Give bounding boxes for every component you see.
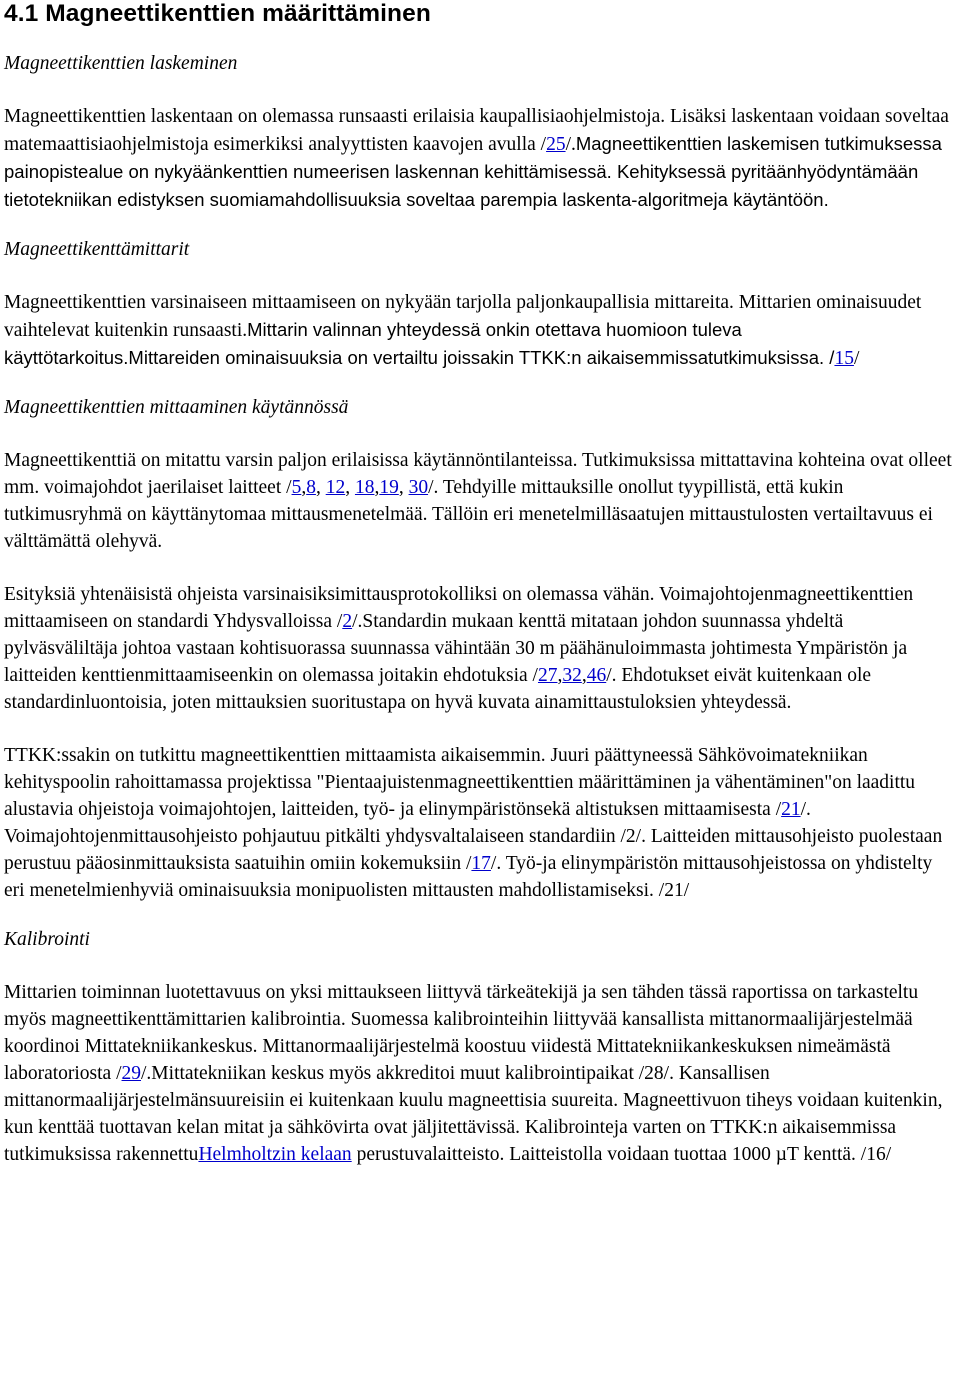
text-fragment: Magneettikenttien laskentaan on olemassa runsaasti erilaisia kaupallisiaohjelmistoja. Lisäksi laskentaan voidaan soveltaa matemaattisiaohjelmistoja esimerkiksi analyyttisten kaavojen avulla /: [4, 106, 949, 155]
reference-link[interactable]: 19: [379, 477, 399, 498]
text-fragment: Esityksiä yhtenäisistä ohjeista varsinaisiksimittausprotokolliksi on olemassa vähän. Voimajohtojenmagneettikenttien mittaamiseen on standardi Yhdysvalloissa /: [4, 584, 914, 632]
text-fragment: ,: [315, 477, 326, 498]
text-fragment: /. Ehdotukset eivät kuitenkaan ole standardinluontoisia, joten mittauksien suoritustapa on hyvä kuvata ainamittaustuloksien yhteydessä.: [4, 665, 872, 713]
subheading-calculation: Magneettikenttien laskeminen: [4, 53, 238, 74]
text-fragment: Mittarien toiminnan luotettavuus on yksi mittaukseen liittyvä tärkeätekijä ja sen tähden tässä raportissa on tarkasteltu myös magneettikenttämittarien kalibrointia. Suomessa kalibrointeihin liittyvää kansallista mittanormaalijärjestelmää koordinoi Mittatekniikankeskus. Mittanormaalijärjestelmä koostuu viidestä Mittatekniikankeskuksen nimeämästä laboratoriosta /: [4, 982, 919, 1084]
text-fragment: ,: [301, 477, 307, 498]
paragraph-practice-2: [4, 581, 956, 716]
subheading-practice: Magneettikenttien mittaaminen käytännössä: [4, 397, 349, 418]
reference-link[interactable]: 2: [342, 611, 353, 632]
subheading-calibration: Kalibrointi: [4, 929, 90, 950]
reference-link[interactable]: 15: [834, 348, 854, 369]
reference-link[interactable]: 32: [562, 665, 582, 686]
text-fragment: /.: [565, 134, 576, 155]
text-fragment: ,: [398, 477, 409, 498]
text-fragment: /: [853, 348, 860, 369]
reference-link[interactable]: 30: [408, 477, 429, 498]
text-fragment: ,: [557, 665, 563, 686]
reference-link[interactable]: 8: [306, 477, 316, 498]
section-heading: 4.1 Magneettikenttien määrittäminen: [4, 0, 431, 27]
text-fragment: /. Työ-ja elinympäristön mittausohjeistossa on yhdistelty eri menetelmienhyviä ominaisuuksia monipuolisten mittausten mahdollistamiseksi. /21/: [4, 853, 933, 901]
reference-link[interactable]: 27: [537, 665, 558, 686]
text-fragment: Magneettikenttien varsinaiseen mittaamiseen on nykyään tarjolla paljonkaupallisia mittareita. Mittarien ominaisuudet vaihtelevat kuitenkin runsaasti.: [4, 292, 922, 341]
paragraph-practice-1: [4, 447, 956, 555]
text-fragment: Mittarin valinnan yhteydessä onkin otettava huomioon tuleva käyttötarkoitus.: [4, 319, 742, 368]
reference-link[interactable]: 12: [325, 477, 346, 498]
text-fragment: /.Mittatekniikan keskus myös akkreditoi muut kalibrointipaikat /28/. Kansallisen mittanormaalijärjestelmänsuureisiin ei kuitenkaan kuulu magneettisia suureita. Magneettivuon tiheys voidaan kuitenkin, kun kenttää tuottavan kelan mitat ja sähkövirta ovat jäljitettävissä. Kalibrointeja varten on TTKK:n aikaisemmissa tutkimuksissa rakennettu: [4, 1063, 943, 1165]
text-fragment: Magneettikenttien laskemisen tutkimuksessa painopistealue on nykyäänkenttien numeerisen laskennan kehittämisessä. Kehityksessä pyritäänhyödyntämään tietotekniikan edistyksen suomiamahdollisuuksia soveltaa parempia laskenta-algoritmeja käytäntöön.: [4, 133, 942, 210]
reference-link[interactable]: 17: [471, 853, 491, 874]
text-fragment: ,: [345, 477, 355, 498]
paragraph-calculation: [4, 103, 956, 214]
text-fragment: ,: [581, 665, 587, 686]
text-fragment: Mittareiden ominaisuuksia on vertailtu joissakin TTKK:n aikaisemmissatutkimuksissa. /: [128, 347, 835, 368]
text-fragment: Magneettikenttiä on mitattu varsin paljon erilaisissa käytännöntilanteissa. Tutkimuksissa mittattavina kohteina ovat olleet mm. voimajohdot jaerilaiset laitteet /: [4, 450, 952, 498]
reference-link[interactable]: 21: [781, 799, 801, 820]
reference-link[interactable]: 46: [586, 665, 607, 686]
text-fragment: /.Standardin mukaan kenttä mitataan johdon suunnassa yhdeltä pylväsväliltäja johtoa vastaan kohtisuorassa suunnassa vähintään 30 m päähänuloimmasta johtimesta Ympäristön ja laitteiden kenttienmittaamiseenkin on olemassa joitakin ehdotuksia /: [4, 611, 908, 686]
text-fragment: ,: [374, 477, 380, 498]
text-fragment: /. Tehdyille mittauksille onollut tyypillistä, että kukin tutkimusryhmä on käyttänytomaa mittausmenetelmää. Tällöin eri menetelmilläsaatujen mittaustulosten vertailtavuus ei välttämättä olehyvä.: [4, 477, 933, 552]
reference-link[interactable]: 25: [546, 134, 566, 155]
reference-link[interactable]: 5: [291, 477, 302, 498]
paragraph-practice-3: [4, 742, 956, 904]
paragraph-calibration: [4, 979, 956, 1168]
paragraph-meters: [4, 289, 956, 372]
reference-link[interactable]: 18: [354, 477, 375, 498]
text-fragment: perustuvalaitteisto. Laitteistolla voidaan tuottaa 1000 µT kenttä. /16/: [351, 1144, 892, 1165]
text-fragment: TTKK:ssakin on tutkittu magneettikenttien mittaamista aikaisemmin. Juuri päättyneessä Sähkövoimatekniikan kehityspoolin rahoittamassa projektissa "Pientaajuistenmagneettikenttien määrittäminen ja vähentäminen"on laadittu alustavia ohjeistoja voimajohtojen, laitteiden, työ- ja elinympäristönsekä altistuksen mittaamisesta /: [4, 745, 916, 820]
text-fragment: /. Voimajohtojenmittausohjeisto pohjautuu pitkälti yhdysvaltalaiseen standardiin /2/. Laitteiden mittausohjeisto puolestaan perustuu pääosinmittauksista saatuihin omiin kokemuksiin /: [4, 799, 943, 874]
subheading-meters: Magneettikenttämittarit: [4, 239, 190, 260]
helmholtz-coil-link[interactable]: Helmholtzin kelaan: [198, 1144, 352, 1165]
reference-link[interactable]: 29: [121, 1063, 142, 1084]
